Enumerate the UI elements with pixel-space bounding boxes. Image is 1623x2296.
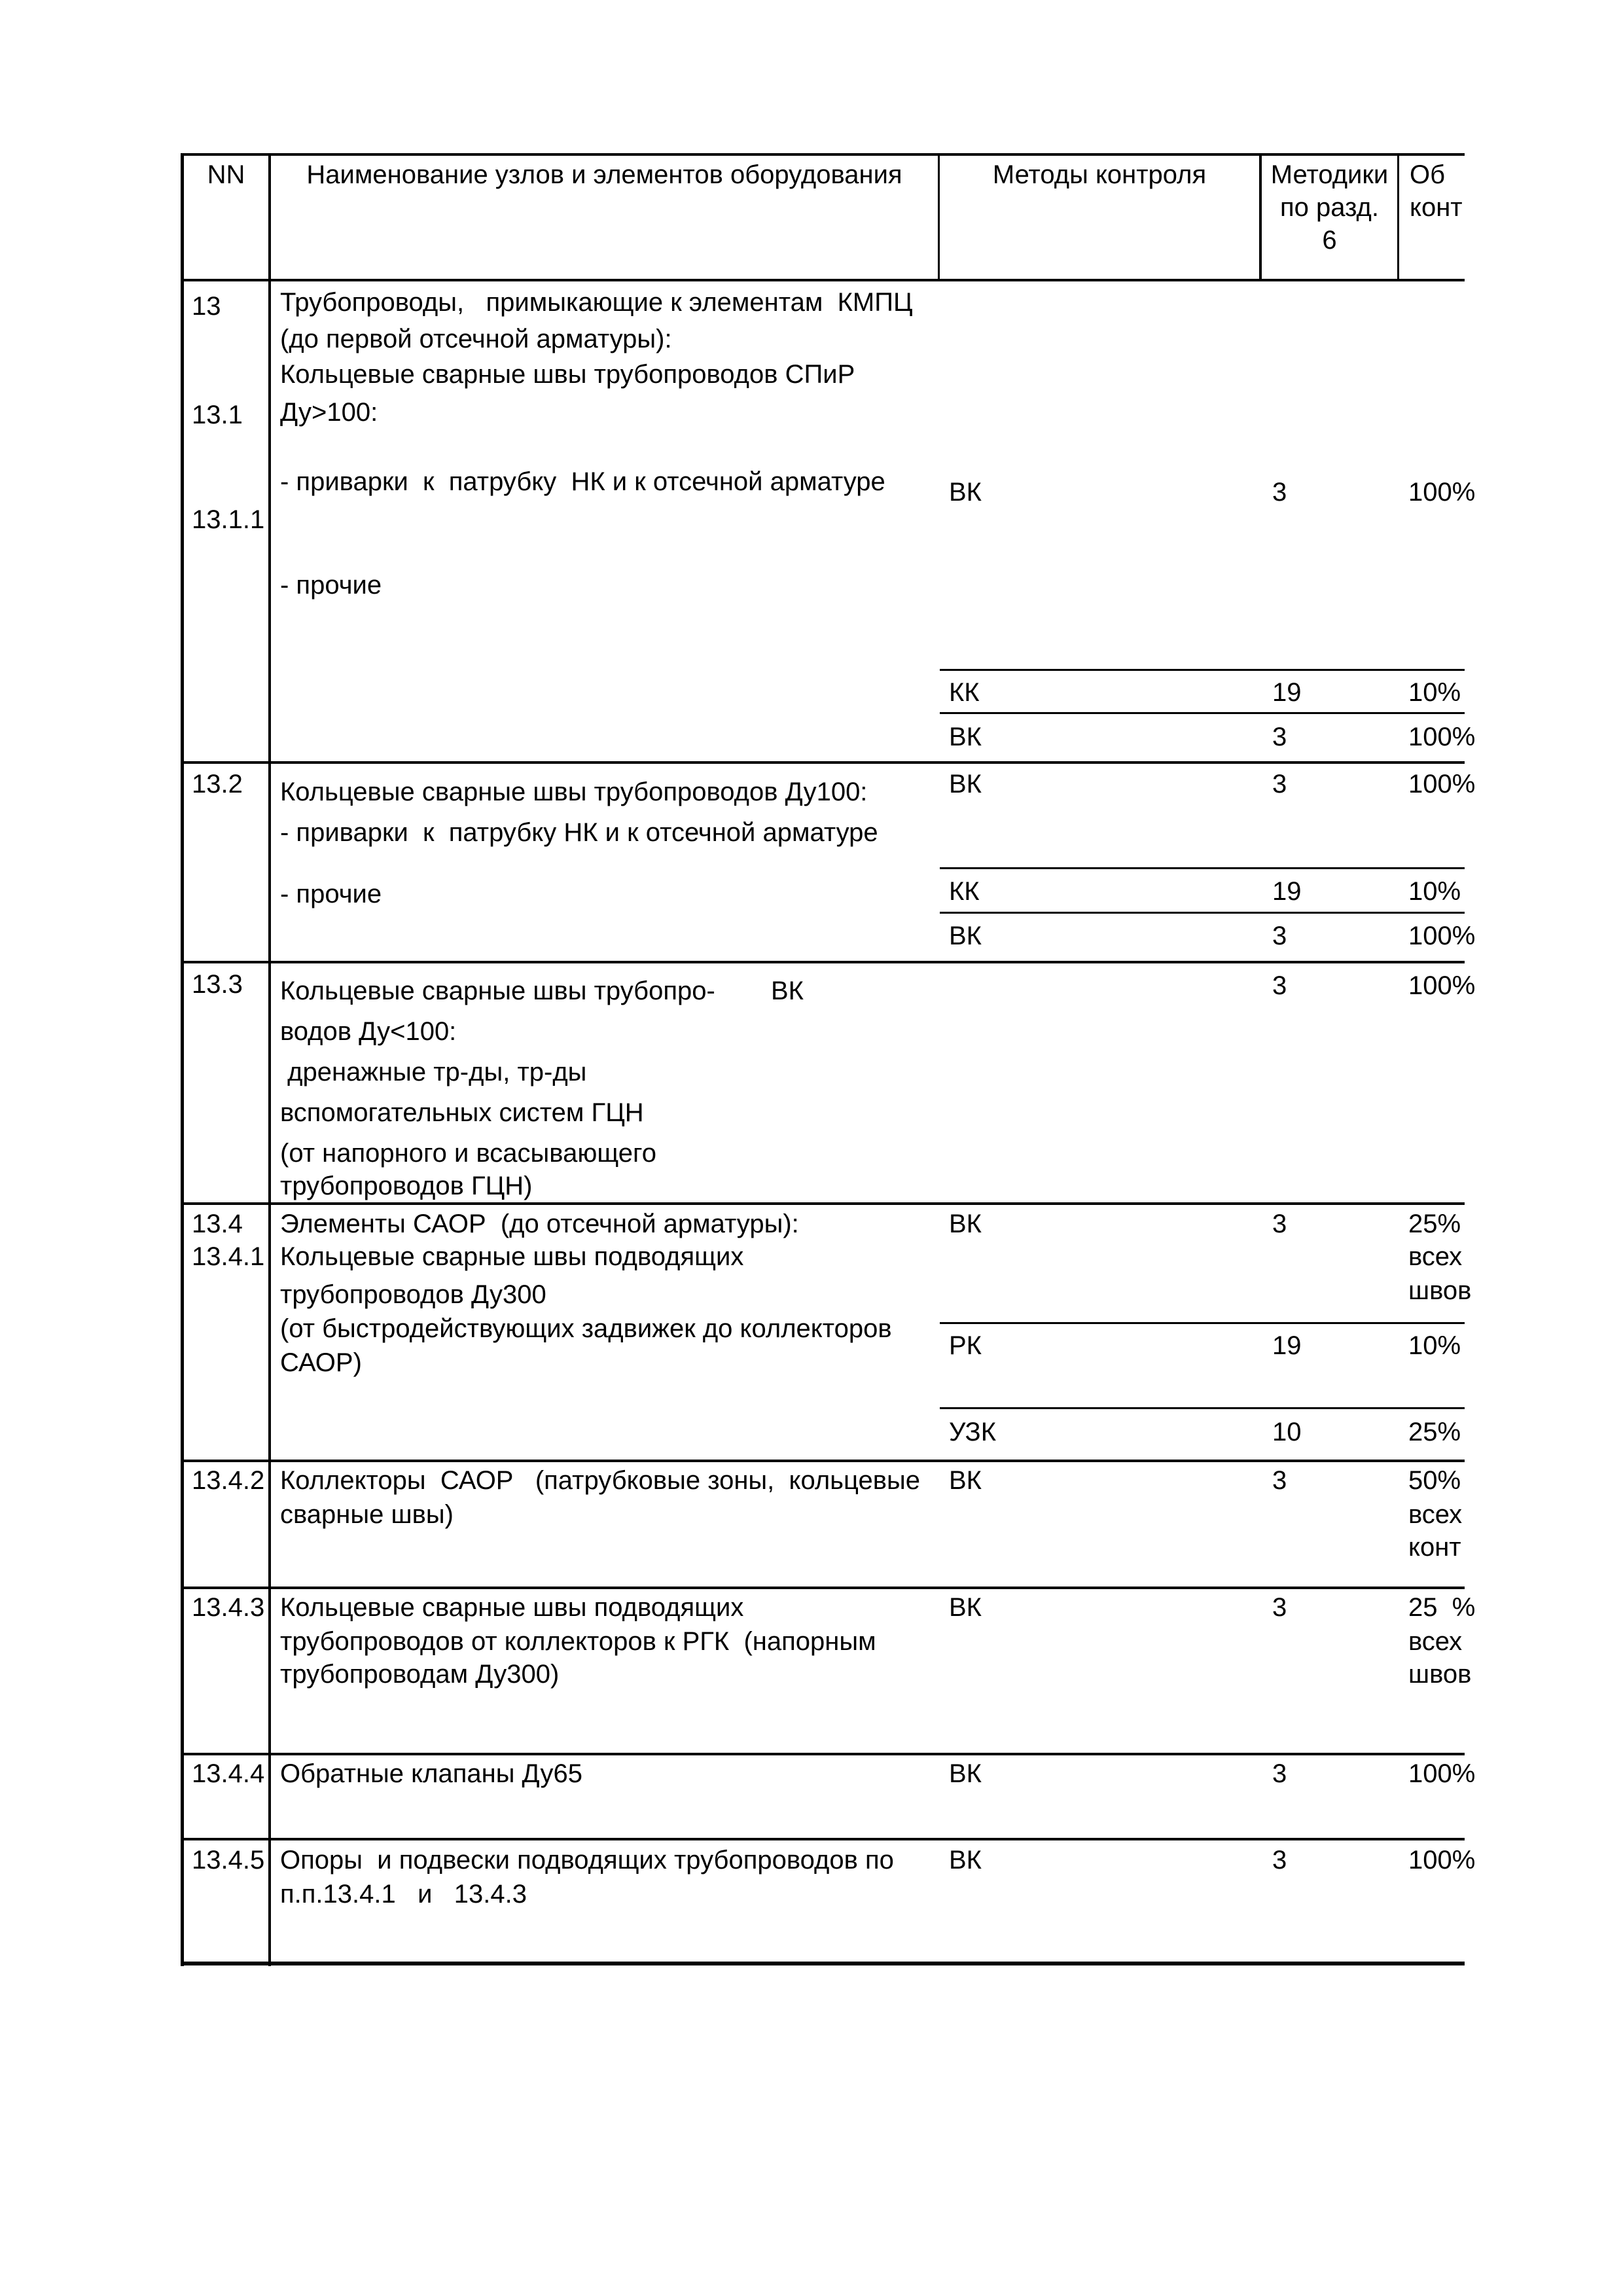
- method: ВК: [949, 723, 982, 751]
- row-number: 13.4.2: [192, 1466, 265, 1495]
- row-divider: [181, 1838, 1465, 1840]
- item-name: Кольцевые сварные швы трубопроводов СПиР: [280, 360, 855, 389]
- subrow-divider: [940, 867, 1465, 869]
- item-name: - приварки к патрубку НК и к отсечной арматуре: [280, 467, 885, 496]
- header-nn: NN: [207, 160, 245, 189]
- row-divider: [181, 1587, 1465, 1589]
- volume: всех: [1408, 1500, 1463, 1529]
- row-number: 13.4: [192, 1210, 243, 1238]
- subrow-divider: [940, 1322, 1465, 1324]
- item-name: Кольцевые сварные швы трубопро-: [280, 977, 715, 1005]
- item-name: сварные швы): [280, 1500, 454, 1529]
- item-name: Кольцевые сварные швы подводящих: [280, 1593, 744, 1622]
- row-number: 13.3: [192, 970, 243, 999]
- item-name: трубопроводов ГЦН): [280, 1172, 533, 1200]
- volume: швов: [1408, 1660, 1472, 1689]
- item-name: (от напорного и всасывающего: [280, 1139, 656, 1168]
- method: КК: [949, 678, 980, 707]
- column-divider: [268, 153, 271, 1966]
- method-ref: 19: [1272, 877, 1302, 906]
- method-ref: 3: [1272, 770, 1287, 798]
- item-name: трубопроводов от коллекторов к РГК (напорным: [280, 1627, 876, 1656]
- method-ref: 3: [1272, 1210, 1287, 1238]
- item-name: Кольцевые сварные швы подводящих: [280, 1242, 744, 1271]
- volume: 100%: [1408, 770, 1476, 798]
- item-name: - прочие: [280, 880, 382, 908]
- method: ВК: [949, 1466, 982, 1495]
- volume: 25%: [1408, 1210, 1461, 1238]
- volume: 100%: [1408, 723, 1476, 751]
- table-border-left: [181, 153, 184, 1966]
- method-ref: 19: [1272, 1331, 1302, 1360]
- volume: швов: [1408, 1276, 1472, 1305]
- item-name: Трубопроводы, примыкающие к элементам КМПЦ: [280, 288, 913, 317]
- header-methodology: Методики по разд. 6: [1270, 160, 1389, 255]
- subrow-divider: [940, 669, 1465, 671]
- method-ref: 3: [1272, 1593, 1287, 1622]
- row-divider: [181, 961, 1465, 963]
- row-number: 13.1: [192, 401, 243, 429]
- item-name: водов Ду<100:: [280, 1017, 457, 1046]
- method: ВК: [949, 1759, 982, 1788]
- item-name: Ду>100:: [280, 398, 378, 427]
- volume: 100%: [1408, 1759, 1476, 1788]
- method: УЗК: [949, 1418, 996, 1446]
- method-ref: 19: [1272, 678, 1302, 707]
- item-name: (от быстродействующих задвижек до коллекторов: [280, 1314, 892, 1343]
- item-name: САОР): [280, 1348, 362, 1377]
- row-divider: [181, 1753, 1465, 1755]
- row-number: 13.2: [192, 770, 243, 798]
- row-divider: [181, 761, 1465, 764]
- method-inline: ВК: [771, 977, 804, 1005]
- volume: всех: [1408, 1627, 1463, 1656]
- method: ВК: [949, 478, 982, 507]
- method: ВК: [949, 770, 982, 798]
- table-border-bottom: [181, 1962, 1465, 1965]
- subrow-divider: [940, 912, 1465, 914]
- item-name: вспомогательных систем ГЦН: [280, 1098, 644, 1127]
- item-name: Коллекторы САОР (патрубковые зоны, кольцевые: [280, 1466, 920, 1495]
- row-divider: [181, 1460, 1465, 1462]
- method: КК: [949, 877, 980, 906]
- method: ВК: [949, 1846, 982, 1874]
- item-name: (до первой отсечной арматуры):: [280, 325, 672, 353]
- row-number: 13.1.1: [192, 505, 265, 534]
- method-ref: 3: [1272, 1759, 1287, 1788]
- volume: 50%: [1408, 1466, 1461, 1495]
- row-number: 13.4.3: [192, 1593, 265, 1622]
- header-methods: Методы контроля: [992, 160, 1207, 189]
- row-divider: [181, 279, 1465, 281]
- row-number: 13.4.4: [192, 1759, 265, 1788]
- method-ref: 3: [1272, 922, 1287, 950]
- row-number: 13.4.5: [192, 1846, 265, 1874]
- item-name: трубопроводов Ду300: [280, 1280, 546, 1309]
- method-ref: 3: [1272, 1846, 1287, 1874]
- method-ref: 3: [1272, 1466, 1287, 1495]
- item-name: Обратные клапаны Ду65: [280, 1759, 583, 1788]
- method: ВК: [949, 922, 982, 950]
- row-number: 13.4.1: [192, 1242, 265, 1271]
- item-name: дренажные тр-ды, тр-ды: [280, 1058, 587, 1086]
- item-name: Элементы САОР (до отсечной арматуры):: [280, 1210, 799, 1238]
- method: ВК: [949, 1593, 982, 1622]
- volume: конт: [1408, 1533, 1461, 1562]
- volume: 25 %: [1408, 1593, 1476, 1622]
- volume: 10%: [1408, 877, 1461, 906]
- subrow-divider: [940, 712, 1465, 714]
- volume: 100%: [1408, 971, 1476, 1000]
- volume: 25%: [1408, 1418, 1461, 1446]
- method-ref: 10: [1272, 1418, 1302, 1446]
- method-ref: 3: [1272, 478, 1287, 507]
- item-name: трубопроводам Ду300): [280, 1660, 560, 1689]
- volume: 10%: [1408, 678, 1461, 707]
- volume: 100%: [1408, 478, 1476, 507]
- item-name: Кольцевые сварные швы трубопроводов Ду100:: [280, 778, 868, 806]
- method-ref: 3: [1272, 971, 1287, 1000]
- item-name: - приварки к патрубку НК и к отсечной арматуре: [280, 818, 878, 847]
- header-volume: Об конт: [1410, 160, 1463, 222]
- volume: 10%: [1408, 1331, 1461, 1360]
- volume: всех: [1408, 1242, 1463, 1271]
- volume: 100%: [1408, 1846, 1476, 1874]
- item-name: - прочие: [280, 571, 382, 600]
- method-ref: 3: [1272, 723, 1287, 751]
- method: ВК: [949, 1210, 982, 1238]
- table-border-top: [181, 153, 1465, 156]
- volume: 100%: [1408, 922, 1476, 950]
- header-name: Наименование узлов и элементов оборудования: [306, 160, 902, 189]
- row-number: 13: [192, 292, 221, 321]
- item-name: Опоры и подвески подводящих трубопроводов по: [280, 1846, 894, 1874]
- subrow-divider: [940, 1407, 1465, 1409]
- item-name: п.п.13.4.1 и 13.4.3: [280, 1880, 527, 1909]
- method: РК: [949, 1331, 982, 1360]
